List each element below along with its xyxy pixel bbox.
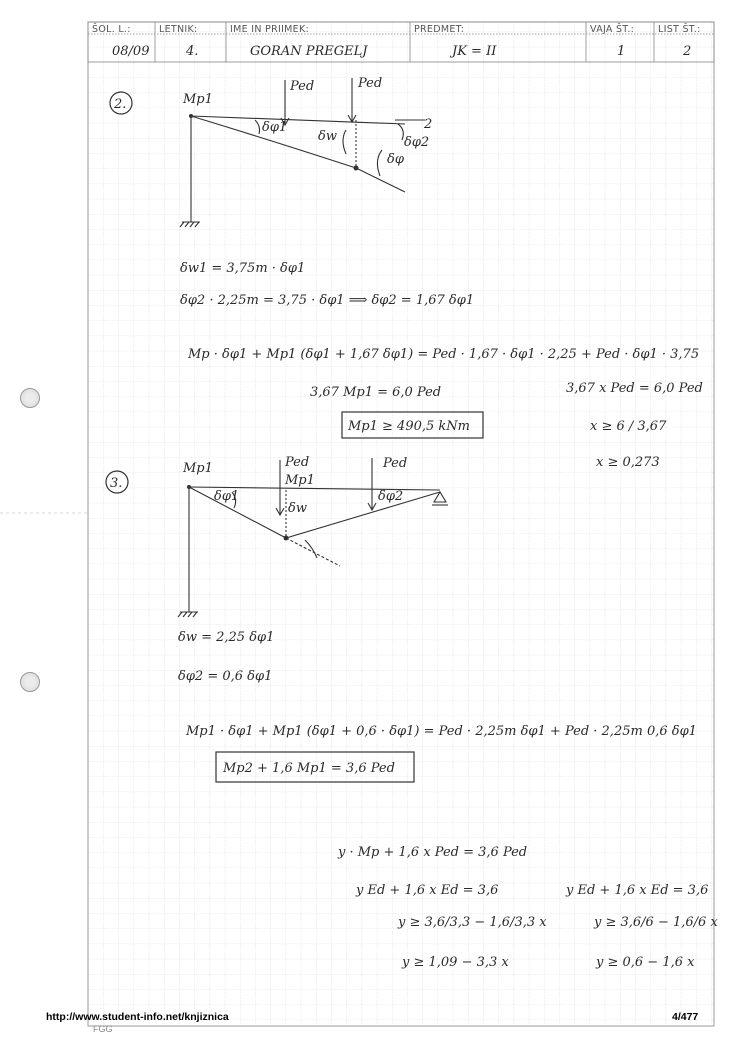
section2-eq4: 3,67 Mp1 = 6,0 Ped bbox=[310, 385, 442, 400]
diagram2-label-dphi2: δφ2 bbox=[404, 135, 430, 150]
section2-eq2: δφ2 · 2,25m = 3,75 · δφ1 ⟹ δφ2 = 1,67 δφ1 bbox=[180, 293, 475, 308]
section3-result: Mp2 + 1,6 Mp1 = 3,6 Ped bbox=[223, 761, 395, 776]
header-label-sheet: LIST ŠT.: bbox=[658, 24, 701, 35]
faint-note-4a: y ≥ 1,09 − 3,3 x bbox=[402, 955, 509, 970]
faint-note-2b: y Ed + 1,6 x Ed = 3,6 bbox=[566, 883, 709, 898]
diagram3-label-dphi2: δφ2 bbox=[378, 489, 404, 504]
section2-side2: x ≥ 6 / 3,67 bbox=[590, 419, 667, 434]
header-label-year: LETNIK: bbox=[159, 24, 198, 35]
binder-hole-top bbox=[20, 388, 40, 408]
section3-eq3: Mp1 · δφ1 + Mp1 (δφ1 + 0,6 · δφ1) = Ped · 2,25m δφ1 + Ped · 2,25m 0,6 δφ1 bbox=[186, 724, 697, 739]
faint-note-3b: y ≥ 3,6/6 − 1,6/6 x bbox=[594, 915, 718, 930]
header-value-year: 4. bbox=[186, 44, 199, 59]
header-value-sheet: 2 bbox=[683, 44, 692, 59]
grid-paper bbox=[88, 22, 714, 1026]
section2-eq3: Mp · δφ1 + Mp1 (δφ1 + 1,67 δφ1) = Ped · 1,67 · δφ1 · 2,25 + Ped · δφ1 · 3,75 bbox=[188, 347, 700, 362]
section2-result: Mp1 ≥ 490,5 kNm bbox=[348, 419, 470, 434]
header-value-name: GORAN PREGELJ bbox=[250, 44, 368, 59]
diagram3-label-ped-b: Ped bbox=[383, 456, 408, 471]
section-2-number: 2. bbox=[114, 97, 127, 112]
footer-page-number: 4/477 bbox=[672, 1011, 699, 1023]
header-label-school: ŠOL. L.: bbox=[92, 24, 131, 35]
diagram2-label-dphi: δφ bbox=[387, 152, 404, 167]
section2-side1: 3,67 x Ped = 6,0 Ped bbox=[566, 381, 703, 396]
faint-note-4b: y ≥ 0,6 − 1,6 x bbox=[596, 955, 695, 970]
diagram2-label-two: 2 bbox=[424, 117, 433, 132]
diagram3-label-dw: δw bbox=[288, 501, 307, 516]
diagram3-label-ped-a: Ped bbox=[285, 455, 310, 470]
section2-eq1: δw1 = 3,75m · δφ1 bbox=[180, 261, 306, 276]
header-label-exercise: VAJA ŠT.: bbox=[590, 24, 635, 35]
diagram2-label-ped-b: Ped bbox=[358, 76, 383, 91]
diagram2-label-ped-a: Ped bbox=[290, 79, 315, 94]
header-value-school: 08/09 bbox=[112, 44, 150, 59]
footer-url[interactable]: http://www.student-info.net/knjiznica bbox=[46, 1011, 229, 1023]
header-value-subject: JK = II bbox=[452, 44, 497, 59]
footer-code: FGG bbox=[93, 1024, 113, 1034]
header-label-name: IME IN PRIIMEK: bbox=[230, 24, 310, 35]
diagram3-label-mp1b: Mp1 bbox=[285, 473, 315, 488]
diagram2-label-dphi1: δφ1 bbox=[262, 120, 288, 135]
diagram3-label-mp1: Mp1 bbox=[183, 461, 213, 476]
diagram3-label-dphi1: δφ1 bbox=[214, 489, 240, 504]
section3-eq1: δw = 2,25 δφ1 bbox=[178, 630, 275, 645]
faint-note-3a: y ≥ 3,6/3,3 − 1,6/3,3 x bbox=[398, 915, 547, 930]
header-value-exercise: 1 bbox=[617, 44, 626, 59]
diagram2-label-dw: δw bbox=[318, 129, 337, 144]
binder-hole-bottom bbox=[20, 672, 40, 692]
section-3-number: 3. bbox=[110, 476, 123, 491]
faint-note-1: y · Mp + 1,6 x Ped = 3,6 Ped bbox=[338, 845, 528, 860]
section2-side3: x ≥ 0,273 bbox=[596, 455, 660, 470]
header-label-subject: PREDMET: bbox=[414, 24, 465, 35]
faint-note-2a: y Ed + 1,6 x Ed = 3,6 bbox=[356, 883, 499, 898]
diagram2-label-mp1: Mp1 bbox=[183, 92, 213, 107]
section3-eq2: δφ2 = 0,6 δφ1 bbox=[178, 669, 273, 684]
